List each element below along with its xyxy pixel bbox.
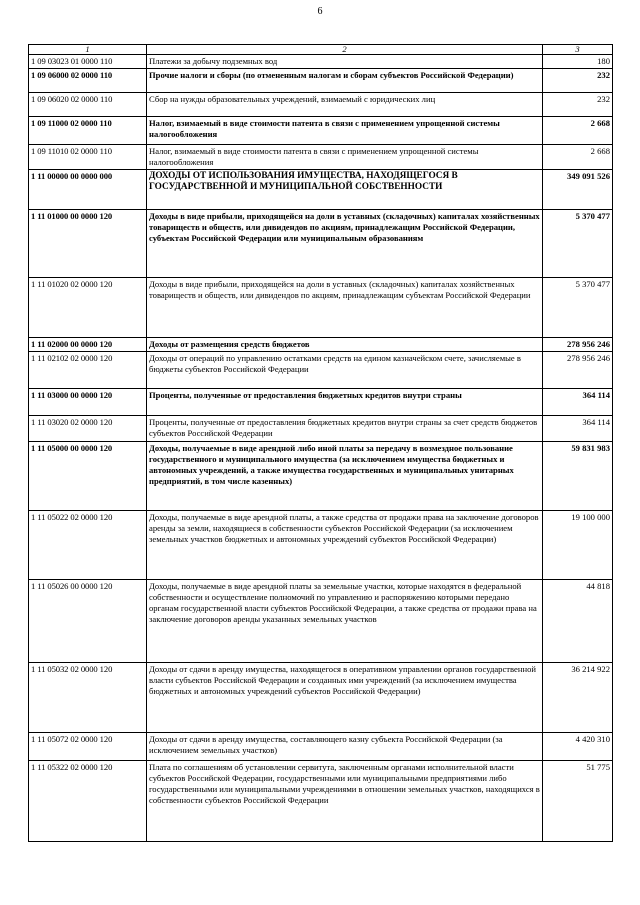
row-amount: 278 956 246 xyxy=(543,352,613,389)
row-amount: 36 214 922 xyxy=(543,663,613,733)
row-code: 1 11 05072 02 0000 120 xyxy=(29,733,147,761)
row-name: Плата по соглашениям об установлении сервитута, заключенным органами исполнительной власти субъектов Российской Федерации, государственными или муниципальными предприятиями либо государственными или муниципальными учреждениями в отношении земельных участков, находящихся в собственности субъектов Российской Федерации xyxy=(147,761,543,842)
table-row xyxy=(29,145,613,170)
row-amount: 364 114 xyxy=(543,389,613,416)
table-row xyxy=(29,55,613,69)
table-row xyxy=(29,210,613,278)
row-code: 1 11 01000 00 0000 120 xyxy=(29,210,147,278)
table-row xyxy=(29,389,613,416)
row-name: Налог, взимаемый в виде стоимости патента в связи с применением упрощенной системы налогообложения xyxy=(147,117,543,145)
row-name: Доходы от операций по управлению остатками средств на едином казначейском счете, зачисляемые в бюджеты субъектов Российской Федерации xyxy=(147,352,543,389)
table-row xyxy=(29,338,613,352)
table-row xyxy=(29,117,613,145)
row-amount: 232 xyxy=(543,69,613,93)
table-row xyxy=(29,69,613,93)
table-row xyxy=(29,580,613,663)
row-amount: 2 668 xyxy=(543,145,613,170)
row-amount: 364 114 xyxy=(543,416,613,442)
page-number: 6 xyxy=(317,6,323,17)
row-amount: 19 100 000 xyxy=(543,511,613,580)
row-code: 1 11 03000 00 0000 120 xyxy=(29,389,147,416)
row-name: Налог, взимаемый в виде стоимости патента в связи с применением упрощенной системы налогообложения xyxy=(147,145,543,170)
row-name: Сбор на нужды образовательных учреждений, взимаемый с юридических лиц xyxy=(147,93,543,117)
row-code: 1 11 01020 02 0000 120 xyxy=(29,278,147,338)
row-name: Доходы от размещения средств бюджетов xyxy=(147,338,543,352)
row-code: 1 09 11010 02 0000 110 xyxy=(29,145,147,170)
row-amount: 180 xyxy=(543,55,613,69)
row-name: Платежи за добычу подземных вод xyxy=(147,55,543,69)
row-name: Проценты, полученные от предоставления бюджетных кредитов внутри страны xyxy=(147,389,543,416)
budget-revenue-table xyxy=(28,44,613,842)
row-name: Доходы, получаемые в виде арендной платы за земельные участки, которые находятся в федеральной собственности и осуществление полномочий по управлению и распоряжению которыми передано органам государственной власти субъектов Российской Федерации, а также средства от продажи права на заключение договоров аренды указанных земельных участков xyxy=(147,580,543,663)
table-row xyxy=(29,93,613,117)
table-body xyxy=(29,55,613,842)
column-header-amount: 3 xyxy=(543,45,613,55)
row-amount: 51 775 xyxy=(543,761,613,842)
table-row xyxy=(29,278,613,338)
row-amount: 232 xyxy=(543,93,613,117)
row-code: 1 09 06020 02 0000 110 xyxy=(29,93,147,117)
row-name: Доходы от сдачи в аренду имущества, находящегося в оперативном управлении органов государственной власти субъектов Российской Федерации и созданных ими учреждений (за исключением имущества бюджетных и автономных учреждений субъектов Российской Федерации) xyxy=(147,663,543,733)
table-row xyxy=(29,170,613,210)
row-code: 1 09 11000 02 0000 110 xyxy=(29,117,147,145)
table-row xyxy=(29,511,613,580)
row-amount: 4 420 310 xyxy=(543,733,613,761)
row-amount: 59 831 983 xyxy=(543,442,613,511)
table-row xyxy=(29,416,613,442)
row-code: 1 11 05322 02 0000 120 xyxy=(29,761,147,842)
table-row xyxy=(29,352,613,389)
row-amount: 349 091 526 xyxy=(543,170,613,210)
row-name: Проценты, полученные от предоставления бюджетных кредитов внутри страны за счет средств бюджетов субъектов Российской Федерации xyxy=(147,416,543,442)
row-name: Доходы в виде прибыли, приходящейся на доли в уставных (складочных) капиталах хозяйственных товариществ и обществ, или дивидендов по акциям, принадлежащим субъектам Российской Федерации xyxy=(147,278,543,338)
table-row xyxy=(29,733,613,761)
row-code: 1 11 02102 02 0000 120 xyxy=(29,352,147,389)
row-amount: 5 370 477 xyxy=(543,278,613,338)
row-code: 1 11 05026 00 0000 120 xyxy=(29,580,147,663)
table-row xyxy=(29,761,613,842)
table-header-row xyxy=(29,45,613,55)
row-amount: 5 370 477 xyxy=(543,210,613,278)
row-name: Доходы, получаемые в виде арендной либо иной платы за передачу в возмездное пользование государственного и муниципального имущества (за исключением имущества бюджетных и автономных учреждений, а также имущества государственных и муниципальных унитарных предприятий, в том числе казенных) xyxy=(147,442,543,511)
table-row xyxy=(29,663,613,733)
column-header-name: 2 xyxy=(147,45,543,55)
row-code: 1 11 00000 00 0000 000 xyxy=(29,170,147,210)
row-code: 1 09 03023 01 0000 110 xyxy=(29,55,147,69)
row-name: Доходы в виде прибыли, приходящейся на доли в уставных (складочных) капиталах хозяйственных товариществ и обществ, или дивидендов по акциям, принадлежащим Российской Федерации, субъектам Российской Федерации или муниципальным образованиям xyxy=(147,210,543,278)
row-amount: 278 956 246 xyxy=(543,338,613,352)
row-name: Прочие налоги и сборы (по отмененным налогам и сборам субъектов Российской Федерации) xyxy=(147,69,543,93)
row-amount: 2 668 xyxy=(543,117,613,145)
row-name: Доходы от сдачи в аренду имущества, составляющего казну субъекта Российской Федерации (за исключением земельных участков) xyxy=(147,733,543,761)
row-code: 1 11 05000 00 0000 120 xyxy=(29,442,147,511)
row-code: 1 11 02000 00 0000 120 xyxy=(29,338,147,352)
row-name: ДОХОДЫ ОТ ИСПОЛЬЗОВАНИЯ ИМУЩЕСТВА, НАХОДЯЩЕГОСЯ В ГОСУДАРСТВЕННОЙ И МУНИЦИПАЛЬНОЙ СОБСТВЕННОСТИ xyxy=(147,170,543,210)
table-row xyxy=(29,442,613,511)
row-amount: 44 818 xyxy=(543,580,613,663)
row-code: 1 11 03020 02 0000 120 xyxy=(29,416,147,442)
row-code: 1 11 05032 02 0000 120 xyxy=(29,663,147,733)
row-code: 1 11 05022 02 0000 120 xyxy=(29,511,147,580)
column-header-code: 1 xyxy=(29,45,147,55)
row-code: 1 09 06000 02 0000 110 xyxy=(29,69,147,93)
row-name: Доходы, получаемые в виде арендной платы, а также средства от продажи права на заключение договоров аренды за земли, находящиеся в собственности субъектов Российской Федерации (за исключением земельных участков бюджетных и автономных учреждений субъектов Российской Федерации) xyxy=(147,511,543,580)
